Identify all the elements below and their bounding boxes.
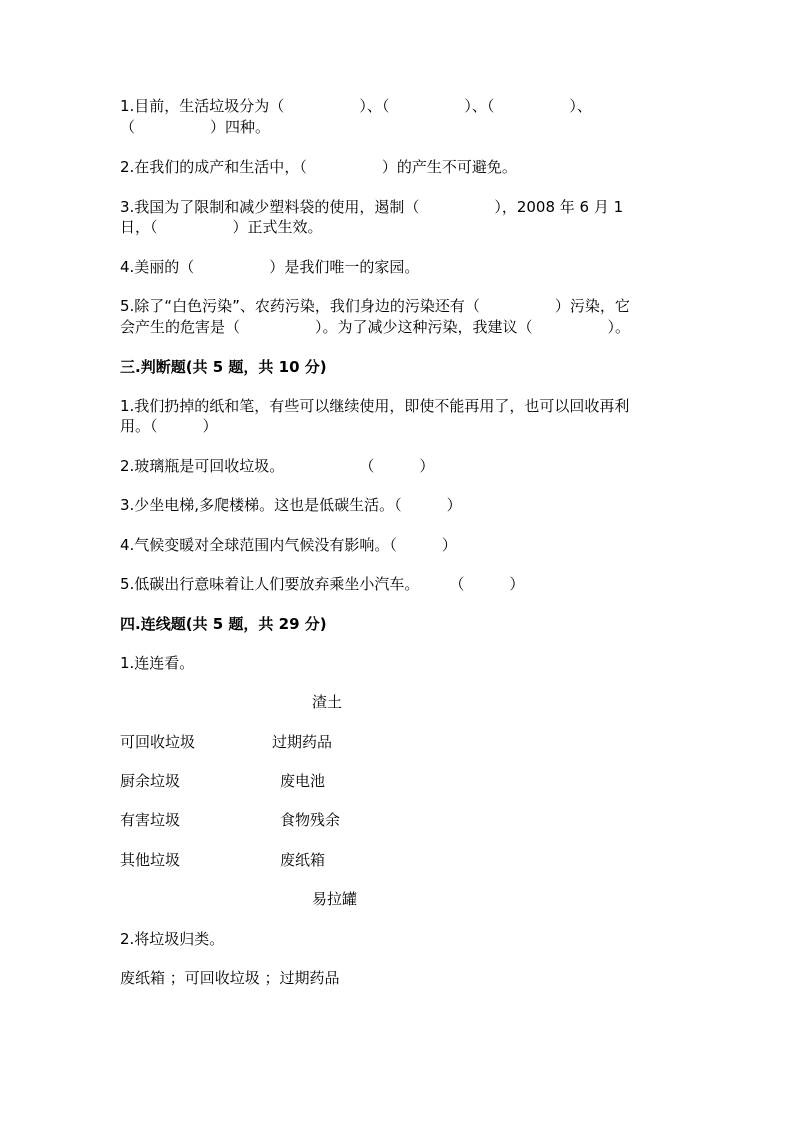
- match-right-item: 过期药品: [272, 733, 333, 751]
- match-left-item: 有害垃圾: [120, 811, 181, 829]
- question-2-1-line-2: （ ）四种。: [120, 118, 271, 136]
- match-left-item: 厨余垃圾: [120, 772, 181, 790]
- match-left-item: 可回收垃圾: [120, 733, 196, 751]
- match-right-item: 废纸箱: [280, 851, 326, 869]
- question-3-1-line-2: 用。（ ）: [120, 417, 218, 435]
- question-2-5-line-2: 会产生的危害是（ ）。为了减少这种污染，我建议（ ）。: [120, 318, 631, 336]
- section-3-title: 三.判断题(共 5 题，共 10 分): [120, 358, 327, 376]
- question-2-2: 2.在我们的成产和生活中，（ ）的产生不可避免。: [120, 158, 517, 176]
- question-3-1-line-1: 1.我们扔掉的纸和笔，有些可以继续使用，即使不能再用了，也可以回收再利: [120, 397, 630, 415]
- question-3-5: 5.低碳出行意味着让人们要放弃乘坐小汽车。 （ ）: [120, 575, 525, 593]
- question-2-3-line-2: 日，（ ）正式生效。: [120, 218, 323, 236]
- match-right-item: 废电池: [280, 772, 326, 790]
- question-2-3-line-1: 3.我国为了限制和减少塑料袋的使用，遏制（ ），2008 年 6 月 1: [120, 198, 624, 216]
- match-right-bottom: 易拉罐: [312, 890, 358, 908]
- question-4-2: 2.将垃圾归类。: [120, 930, 225, 948]
- match-right-item: 食物残余: [280, 811, 341, 829]
- match-left-item: 其他垃圾: [120, 851, 181, 869]
- question-2-4: 4.美丽的（ ）是我们唯一的家园。: [120, 258, 420, 276]
- question-3-2: 2.玻璃瓶是可回收垃圾。 （ ）: [120, 457, 435, 475]
- question-3-4: 4.气候变暖对全球范围内气候没有影响。（ ）: [120, 536, 457, 554]
- match-right-top: 渣土: [312, 693, 343, 711]
- question-2-5-line-1: 5.除了“白色污染”、农药污染，我们身边的污染还有（ ）污染，它: [120, 297, 630, 315]
- section-4-title: 四.连线题(共 5 题，共 29 分): [120, 615, 327, 633]
- question-4-1: 1.连连看。: [120, 654, 195, 672]
- question-2-1-line-1: 1.目前，生活垃圾分为（ ）、（ ）、（ ）、: [120, 97, 592, 115]
- question-3-3: 3.少坐电梯,多爬楼梯。这也是低碳生活。（ ）: [120, 496, 462, 514]
- question-4-2-items: 废纸箱 ；可回收垃圾 ；过期药品: [120, 969, 340, 987]
